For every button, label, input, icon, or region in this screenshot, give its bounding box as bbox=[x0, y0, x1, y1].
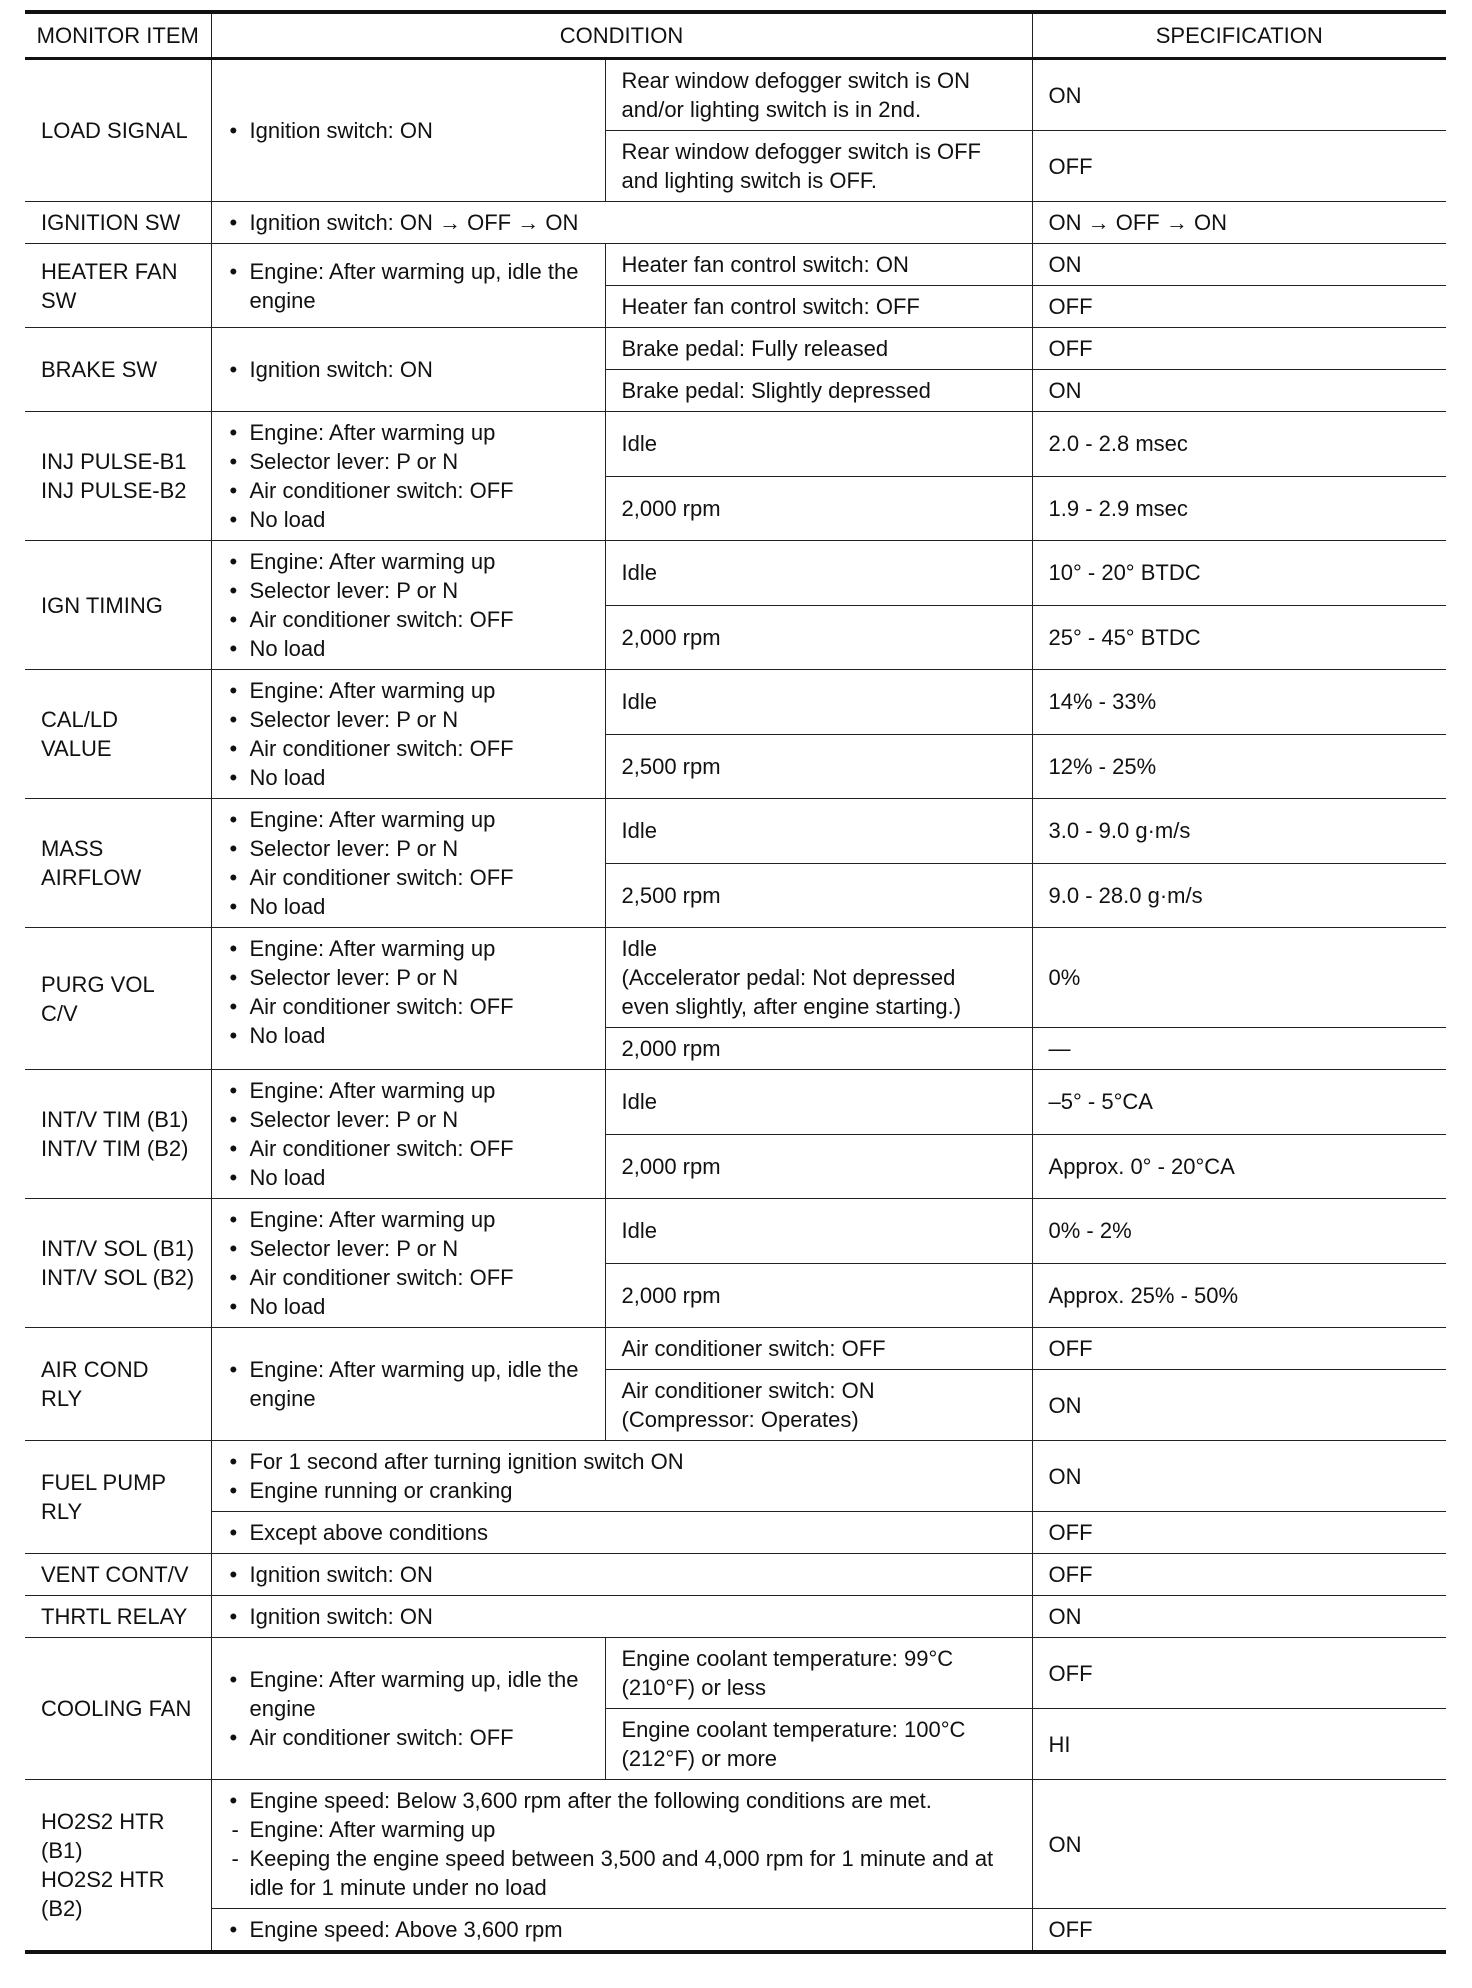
table-row bbox=[25, 1638, 1446, 1709]
sub-condition: 2,000 rpm bbox=[605, 476, 1032, 541]
table-row bbox=[25, 1328, 1446, 1370]
specification: ON → OFF → ON bbox=[1032, 202, 1446, 244]
monitor-item-line: INJ PULSE-B2 bbox=[41, 478, 187, 503]
condition-bullet: • Air conditioner switch: OFF bbox=[228, 1723, 589, 1752]
specification: OFF bbox=[1032, 131, 1446, 202]
table-row bbox=[25, 1909, 1446, 1953]
table-row bbox=[25, 1441, 1446, 1512]
sub-condition: Rear window defogger switch is OFF and lighting switch is OFF. bbox=[605, 131, 1032, 202]
table-row bbox=[25, 1596, 1446, 1638]
specification: OFF bbox=[1032, 1638, 1446, 1709]
sub-condition: 2,000 rpm bbox=[605, 1028, 1032, 1070]
specification: 2.0 - 2.8 msec bbox=[1032, 412, 1446, 477]
specification: 0% - 2% bbox=[1032, 1199, 1446, 1264]
condition-bullet: • Ignition switch: ON → OFF → ON bbox=[228, 208, 1016, 237]
condition-bullet: • Selector lever: P or N bbox=[228, 1234, 589, 1263]
monitor-item: FUEL PUMP RLY bbox=[25, 1441, 211, 1554]
specification: 25° - 45° BTDC bbox=[1032, 605, 1446, 670]
sub-condition: Air conditioner switch: OFF bbox=[605, 1328, 1032, 1370]
monitor-item bbox=[25, 1780, 211, 1953]
condition bbox=[211, 1441, 1032, 1512]
condition-bullet: • No load bbox=[228, 892, 589, 921]
sub-condition: Idle bbox=[605, 1070, 1032, 1135]
monitor-item: THRTL RELAY bbox=[25, 1596, 211, 1638]
monitor-item: IGNITION SW bbox=[25, 202, 211, 244]
header-row bbox=[25, 12, 1446, 59]
condition-bullet: • Selector lever: P or N bbox=[228, 576, 589, 605]
table-row bbox=[25, 1780, 1446, 1909]
sub-condition: 2,000 rpm bbox=[605, 1134, 1032, 1199]
condition-bullet: • Air conditioner switch: OFF bbox=[228, 992, 589, 1021]
table-row bbox=[25, 1512, 1446, 1554]
condition-bullet: • Air conditioner switch: OFF bbox=[228, 605, 589, 634]
monitor-item: CAL/LD VALUE bbox=[25, 670, 211, 799]
condition-bullet: • Engine: After warming up, idle the engine bbox=[228, 1355, 589, 1413]
spec-table-container bbox=[25, 10, 1446, 1954]
table-row bbox=[25, 1554, 1446, 1596]
condition-bullet: • Engine: After warming up, idle the engine bbox=[228, 257, 589, 315]
table-row bbox=[25, 541, 1446, 606]
monitor-item: AIR COND RLY bbox=[25, 1328, 211, 1441]
monitor-item bbox=[25, 412, 211, 541]
condition bbox=[211, 244, 605, 328]
condition bbox=[211, 799, 605, 928]
monitor-item: HEATER FAN SW bbox=[25, 244, 211, 328]
condition-bullet: • No load bbox=[228, 505, 589, 534]
monitor-item: LOAD SIGNAL bbox=[25, 59, 211, 202]
condition bbox=[211, 1638, 605, 1780]
condition-bullet: • Ignition switch: ON bbox=[228, 1560, 1016, 1589]
sub-condition: Idle bbox=[605, 670, 1032, 735]
condition bbox=[211, 1554, 1032, 1596]
table-row bbox=[25, 1070, 1446, 1135]
condition-bullet: • No load bbox=[228, 1292, 589, 1321]
specification: Approx. 25% - 50% bbox=[1032, 1263, 1446, 1328]
condition bbox=[211, 1070, 605, 1199]
condition bbox=[211, 328, 605, 412]
condition bbox=[211, 202, 1032, 244]
specification: OFF bbox=[1032, 1554, 1446, 1596]
condition bbox=[211, 1512, 1032, 1554]
specification: OFF bbox=[1032, 1512, 1446, 1554]
monitor-item-line: INT/V TIM (B1) bbox=[41, 1107, 189, 1132]
sub-condition bbox=[605, 1370, 1032, 1441]
monitor-item bbox=[25, 1199, 211, 1328]
specification: HI bbox=[1032, 1709, 1446, 1780]
sub-condition: Idle bbox=[605, 541, 1032, 606]
sub-condition: Engine coolant temperature: 99°C (210°F) or less bbox=[605, 1638, 1032, 1709]
sub-condition: Brake pedal: Fully released bbox=[605, 328, 1032, 370]
sub-condition-line: Idle bbox=[621, 936, 657, 961]
header-monitor-item: MONITOR ITEM bbox=[25, 12, 211, 59]
specification: OFF bbox=[1032, 1328, 1446, 1370]
condition-bullet: • Engine: After warming up bbox=[228, 547, 589, 576]
table-row bbox=[25, 670, 1446, 735]
specification: ON bbox=[1032, 1370, 1446, 1441]
condition-bullet: • Engine: After warming up, idle the engine bbox=[228, 1665, 589, 1723]
condition bbox=[211, 59, 605, 202]
sub-condition-line: (Compressor: Operates) bbox=[621, 1407, 859, 1432]
specification: ON bbox=[1032, 1780, 1446, 1909]
table-row bbox=[25, 1199, 1446, 1264]
table-row bbox=[25, 244, 1446, 286]
specification: 14% - 33% bbox=[1032, 670, 1446, 735]
condition-bullet: • Ignition switch: ON bbox=[228, 116, 589, 145]
sub-condition: Heater fan control switch: ON bbox=[605, 244, 1032, 286]
condition-bullet: • No load bbox=[228, 1163, 589, 1192]
specification: OFF bbox=[1032, 1909, 1446, 1953]
condition bbox=[211, 412, 605, 541]
sub-condition: Brake pedal: Slightly depressed bbox=[605, 370, 1032, 412]
condition-bullet: • Selector lever: P or N bbox=[228, 963, 589, 992]
specification: ON bbox=[1032, 1441, 1446, 1512]
monitor-item bbox=[25, 1070, 211, 1199]
condition-bullet: • Selector lever: P or N bbox=[228, 1105, 589, 1134]
condition-bullet: • Engine: After warming up bbox=[228, 1205, 589, 1234]
condition bbox=[211, 1780, 1032, 1909]
sub-condition-line: even slightly, after engine starting.) bbox=[621, 994, 962, 1019]
specification: ON bbox=[1032, 244, 1446, 286]
sub-condition: Rear window defogger switch is ON and/or lighting switch is in 2nd. bbox=[605, 59, 1032, 131]
header-specification: SPECIFICATION bbox=[1032, 12, 1446, 59]
condition bbox=[211, 928, 605, 1070]
sub-condition-line: Air conditioner switch: ON bbox=[621, 1378, 875, 1403]
condition-bullet: • Engine speed: Below 3,600 rpm after the following conditions are met. bbox=[228, 1786, 1016, 1815]
sub-condition: Heater fan control switch: OFF bbox=[605, 286, 1032, 328]
condition-dash-item: - Engine: After warming up bbox=[228, 1815, 1016, 1844]
monitor-item: MASS AIRFLOW bbox=[25, 799, 211, 928]
sub-condition: Engine coolant temperature: 100°C (212°F) or more bbox=[605, 1709, 1032, 1780]
monitor-item: PURG VOL C/V bbox=[25, 928, 211, 1070]
monitor-item-line: INT/V TIM (B2) bbox=[41, 1136, 189, 1161]
sub-condition: 2,000 rpm bbox=[605, 1263, 1032, 1328]
condition-bullet: • Air conditioner switch: OFF bbox=[228, 863, 589, 892]
condition-bullet: • Engine: After warming up bbox=[228, 418, 589, 447]
sub-condition: 2,500 rpm bbox=[605, 863, 1032, 928]
condition-bullet: • Air conditioner switch: OFF bbox=[228, 1263, 589, 1292]
specification: 9.0 - 28.0 g·m/s bbox=[1032, 863, 1446, 928]
specification: –5° - 5°CA bbox=[1032, 1070, 1446, 1135]
monitor-item: VENT CONT/V bbox=[25, 1554, 211, 1596]
specification: ON bbox=[1032, 1596, 1446, 1638]
monitor-item-line: INJ PULSE-B1 bbox=[41, 449, 187, 474]
specification: 12% - 25% bbox=[1032, 734, 1446, 799]
specification: 1.9 - 2.9 msec bbox=[1032, 476, 1446, 541]
monitor-spec-table bbox=[25, 10, 1446, 1954]
condition-bullet: • Selector lever: P or N bbox=[228, 705, 589, 734]
table-row bbox=[25, 412, 1446, 477]
condition-bullet: • No load bbox=[228, 634, 589, 663]
condition-bullet: • No load bbox=[228, 763, 589, 792]
sub-condition: 2,000 rpm bbox=[605, 605, 1032, 670]
monitor-item-line: INT/V SOL (B2) bbox=[41, 1265, 195, 1290]
table-row bbox=[25, 328, 1446, 370]
monitor-item-line: HO2S2 HTR (B1) bbox=[41, 1809, 165, 1863]
condition-bullet: • Engine: After warming up bbox=[228, 805, 589, 834]
table-row bbox=[25, 928, 1446, 1028]
monitor-item: IGN TIMING bbox=[25, 541, 211, 670]
condition-bullet: • Engine: After warming up bbox=[228, 934, 589, 963]
table-row bbox=[25, 799, 1446, 864]
monitor-item-line: HO2S2 HTR (B2) bbox=[41, 1867, 165, 1921]
condition-bullet: • Ignition switch: ON bbox=[228, 355, 589, 384]
condition-bullet: • For 1 second after turning ignition switch ON bbox=[228, 1447, 1016, 1476]
condition-bullet: • Selector lever: P or N bbox=[228, 447, 589, 476]
condition-bullet: • Ignition switch: ON bbox=[228, 1602, 1016, 1631]
condition bbox=[211, 1328, 605, 1441]
sub-condition: Idle bbox=[605, 1199, 1032, 1264]
condition bbox=[211, 541, 605, 670]
specification: Approx. 0° - 20°CA bbox=[1032, 1134, 1446, 1199]
condition bbox=[211, 1909, 1032, 1953]
condition-bullet: • Engine speed: Above 3,600 rpm bbox=[228, 1915, 1016, 1944]
sub-condition: 2,500 rpm bbox=[605, 734, 1032, 799]
condition-bullet: • Engine: After warming up bbox=[228, 676, 589, 705]
monitor-item-line: INT/V SOL (B1) bbox=[41, 1236, 195, 1261]
condition-bullet: • Except above conditions bbox=[228, 1518, 1016, 1547]
specification: OFF bbox=[1032, 286, 1446, 328]
condition-bullet: • Air conditioner switch: OFF bbox=[228, 1134, 589, 1163]
condition bbox=[211, 1596, 1032, 1638]
specification: 3.0 - 9.0 g·m/s bbox=[1032, 799, 1446, 864]
specification: ON bbox=[1032, 370, 1446, 412]
header-condition: CONDITION bbox=[211, 12, 1032, 59]
sub-condition: Idle bbox=[605, 799, 1032, 864]
specification: 10° - 20° BTDC bbox=[1032, 541, 1446, 606]
condition bbox=[211, 1199, 605, 1328]
specification: OFF bbox=[1032, 328, 1446, 370]
condition-bullet: • Air conditioner switch: OFF bbox=[228, 734, 589, 763]
monitor-item: BRAKE SW bbox=[25, 328, 211, 412]
sub-condition bbox=[605, 928, 1032, 1028]
table-row bbox=[25, 59, 1446, 131]
condition-dash-item: - Keeping the engine speed between 3,500 and 4,000 rpm for 1 minute and at idle for 1 minute under no load bbox=[228, 1844, 1016, 1902]
specification: ON bbox=[1032, 59, 1446, 131]
condition-bullet: • No load bbox=[228, 1021, 589, 1050]
condition-bullet: • Air conditioner switch: OFF bbox=[228, 476, 589, 505]
sub-condition-line: (Accelerator pedal: Not depressed bbox=[621, 965, 956, 990]
table-row bbox=[25, 202, 1446, 244]
specification: — bbox=[1032, 1028, 1446, 1070]
condition-bullet: • Engine running or cranking bbox=[228, 1476, 1016, 1505]
condition-bullet: • Engine: After warming up bbox=[228, 1076, 589, 1105]
specification: 0% bbox=[1032, 928, 1446, 1028]
condition bbox=[211, 670, 605, 799]
condition-bullet: • Selector lever: P or N bbox=[228, 834, 589, 863]
sub-condition: Idle bbox=[605, 412, 1032, 477]
monitor-item: COOLING FAN bbox=[25, 1638, 211, 1780]
